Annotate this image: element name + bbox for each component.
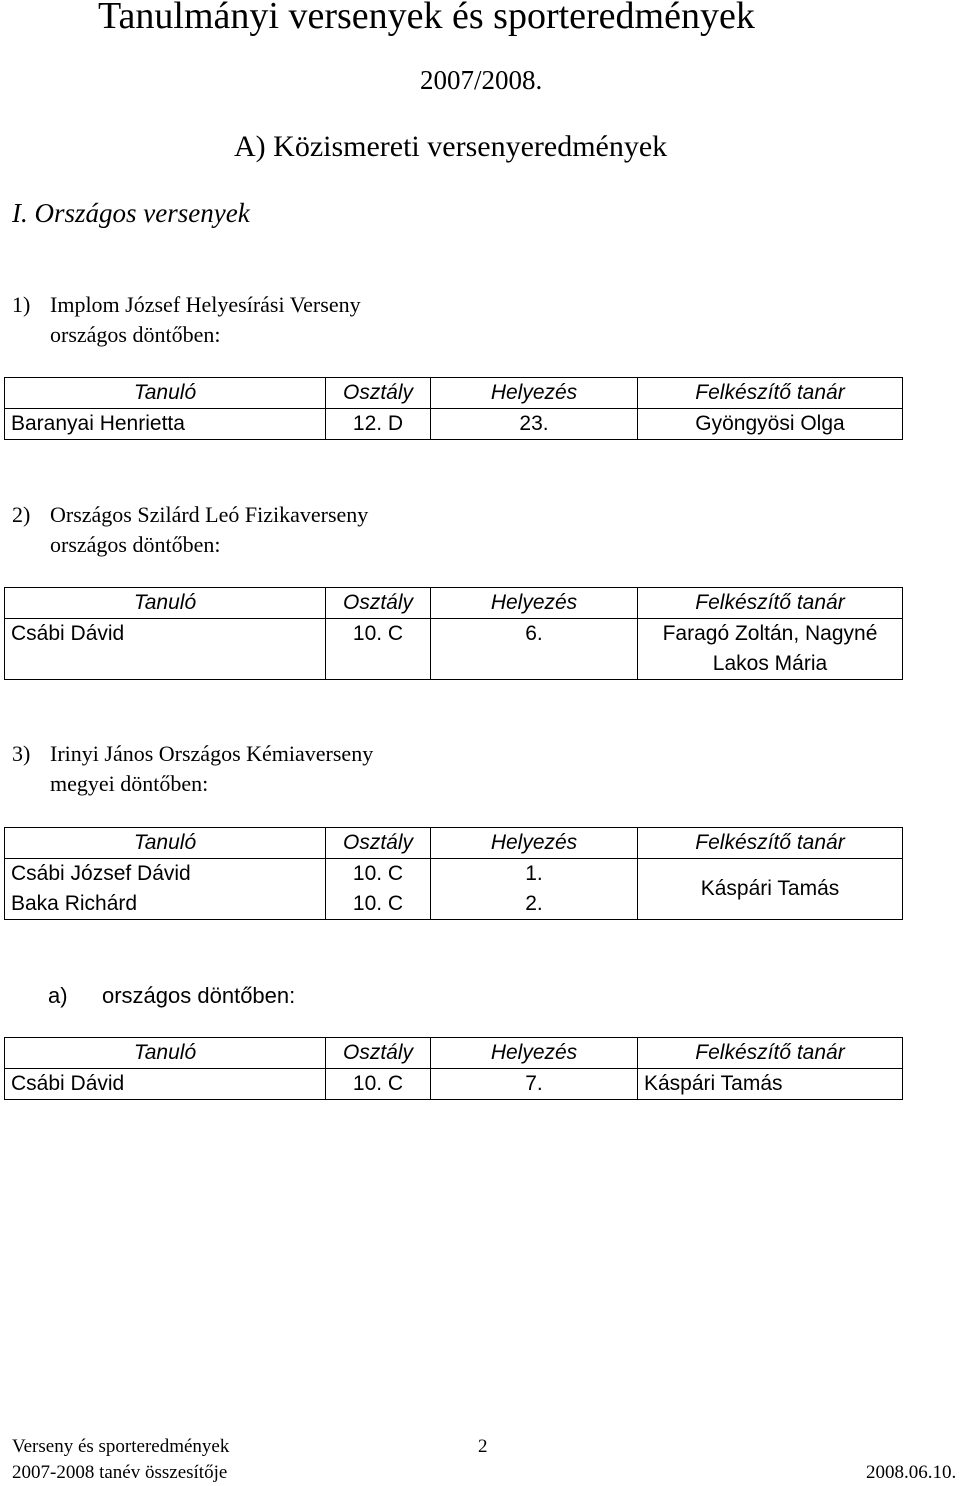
col-header-place: Helyezés (431, 378, 638, 409)
col-header-student: Tanuló (5, 1038, 326, 1069)
col-header-student: Tanuló (5, 378, 326, 409)
section-number: 2) (12, 502, 31, 527)
col-header-place: Helyezés (431, 1038, 638, 1069)
col-header-teacher: Felkészítő tanár (638, 828, 903, 859)
place-cell: 7. (431, 1069, 638, 1100)
student-cell: Csábi József Dávid (5, 859, 326, 890)
place-cell: 23. (431, 409, 638, 440)
col-header-place: Helyezés (431, 828, 638, 859)
competition-level: országos döntőben: (102, 983, 296, 1008)
student-cell: Csábi Dávid (5, 619, 326, 680)
table-row (5, 409, 903, 440)
teacher-cell: Káspári Tamás (638, 1069, 903, 1100)
place-cell: 1. (431, 859, 638, 890)
col-header-class: Osztály (326, 828, 431, 859)
footer-date: 2008.06.10. (866, 1462, 957, 1483)
class-cell: 10. C (326, 619, 431, 680)
table-row (5, 619, 903, 680)
col-header-teacher: Felkészítő tanár (638, 1038, 903, 1069)
results-table-2 (4, 587, 903, 680)
class-cell: 10. C (326, 889, 431, 920)
section-number: 3) (12, 741, 31, 766)
competition-level: országos döntőben: (50, 322, 221, 347)
student-cell: Csábi Dávid (5, 1069, 326, 1100)
student-cell: Baka Richárd (5, 889, 326, 920)
part-heading: I. Országos versenyek (12, 198, 250, 228)
col-header-place: Helyezés (431, 588, 638, 619)
competition-name: Irinyi János Országos Kémiaverseny (50, 741, 374, 766)
footer-document-name: Verseny és sporteredmények (12, 1436, 230, 1457)
footer-page-number: 2 (478, 1436, 488, 1457)
table-header-row (5, 1038, 903, 1069)
section-number: 1) (12, 292, 31, 317)
competition-name: Implom József Helyesírási Verseny (50, 292, 361, 317)
col-header-class: Osztály (326, 588, 431, 619)
table-header-row (5, 588, 903, 619)
col-header-teacher: Felkészítő tanár (638, 378, 903, 409)
class-cell: 10. C (326, 859, 431, 890)
class-cell: 12. D (326, 409, 431, 440)
section-subtitle: A) Közismereti versenyeredmények (234, 130, 668, 163)
table-row (5, 1069, 903, 1100)
col-header-student: Tanuló (5, 588, 326, 619)
subsection-label: a) (48, 983, 68, 1008)
competition-level: országos döntőben: (50, 532, 221, 557)
place-cell: 2. (431, 889, 638, 920)
teacher-cell: Faragó Zoltán, Nagyné Lakos Mária (638, 619, 903, 680)
table-header-row (5, 378, 903, 409)
col-header-class: Osztály (326, 378, 431, 409)
table-header-row (5, 828, 903, 859)
results-table-1 (4, 377, 903, 440)
place-cell: 6. (431, 619, 638, 680)
col-header-teacher: Felkészítő tanár (638, 588, 903, 619)
results-table-3 (4, 827, 903, 920)
competition-name: Országos Szilárd Leó Fizikaverseny (50, 502, 369, 527)
student-cell: Baranyai Henrietta (5, 409, 326, 440)
page-title: Tanulmányi versenyek és sporteredmények (98, 0, 755, 37)
results-table-3a (4, 1037, 903, 1100)
col-header-student: Tanuló (5, 828, 326, 859)
table-row (5, 859, 903, 890)
class-cell: 10. C (326, 1069, 431, 1100)
col-header-class: Osztály (326, 1038, 431, 1069)
teacher-cell: Gyöngyösi Olga (638, 409, 903, 440)
competition-level: megyei döntőben: (50, 771, 209, 796)
footer-summary-label: 2007-2008 tanév összesítője (12, 1462, 228, 1483)
school-year: 2007/2008. (420, 65, 543, 95)
teacher-cell: Káspári Tamás (638, 859, 903, 920)
